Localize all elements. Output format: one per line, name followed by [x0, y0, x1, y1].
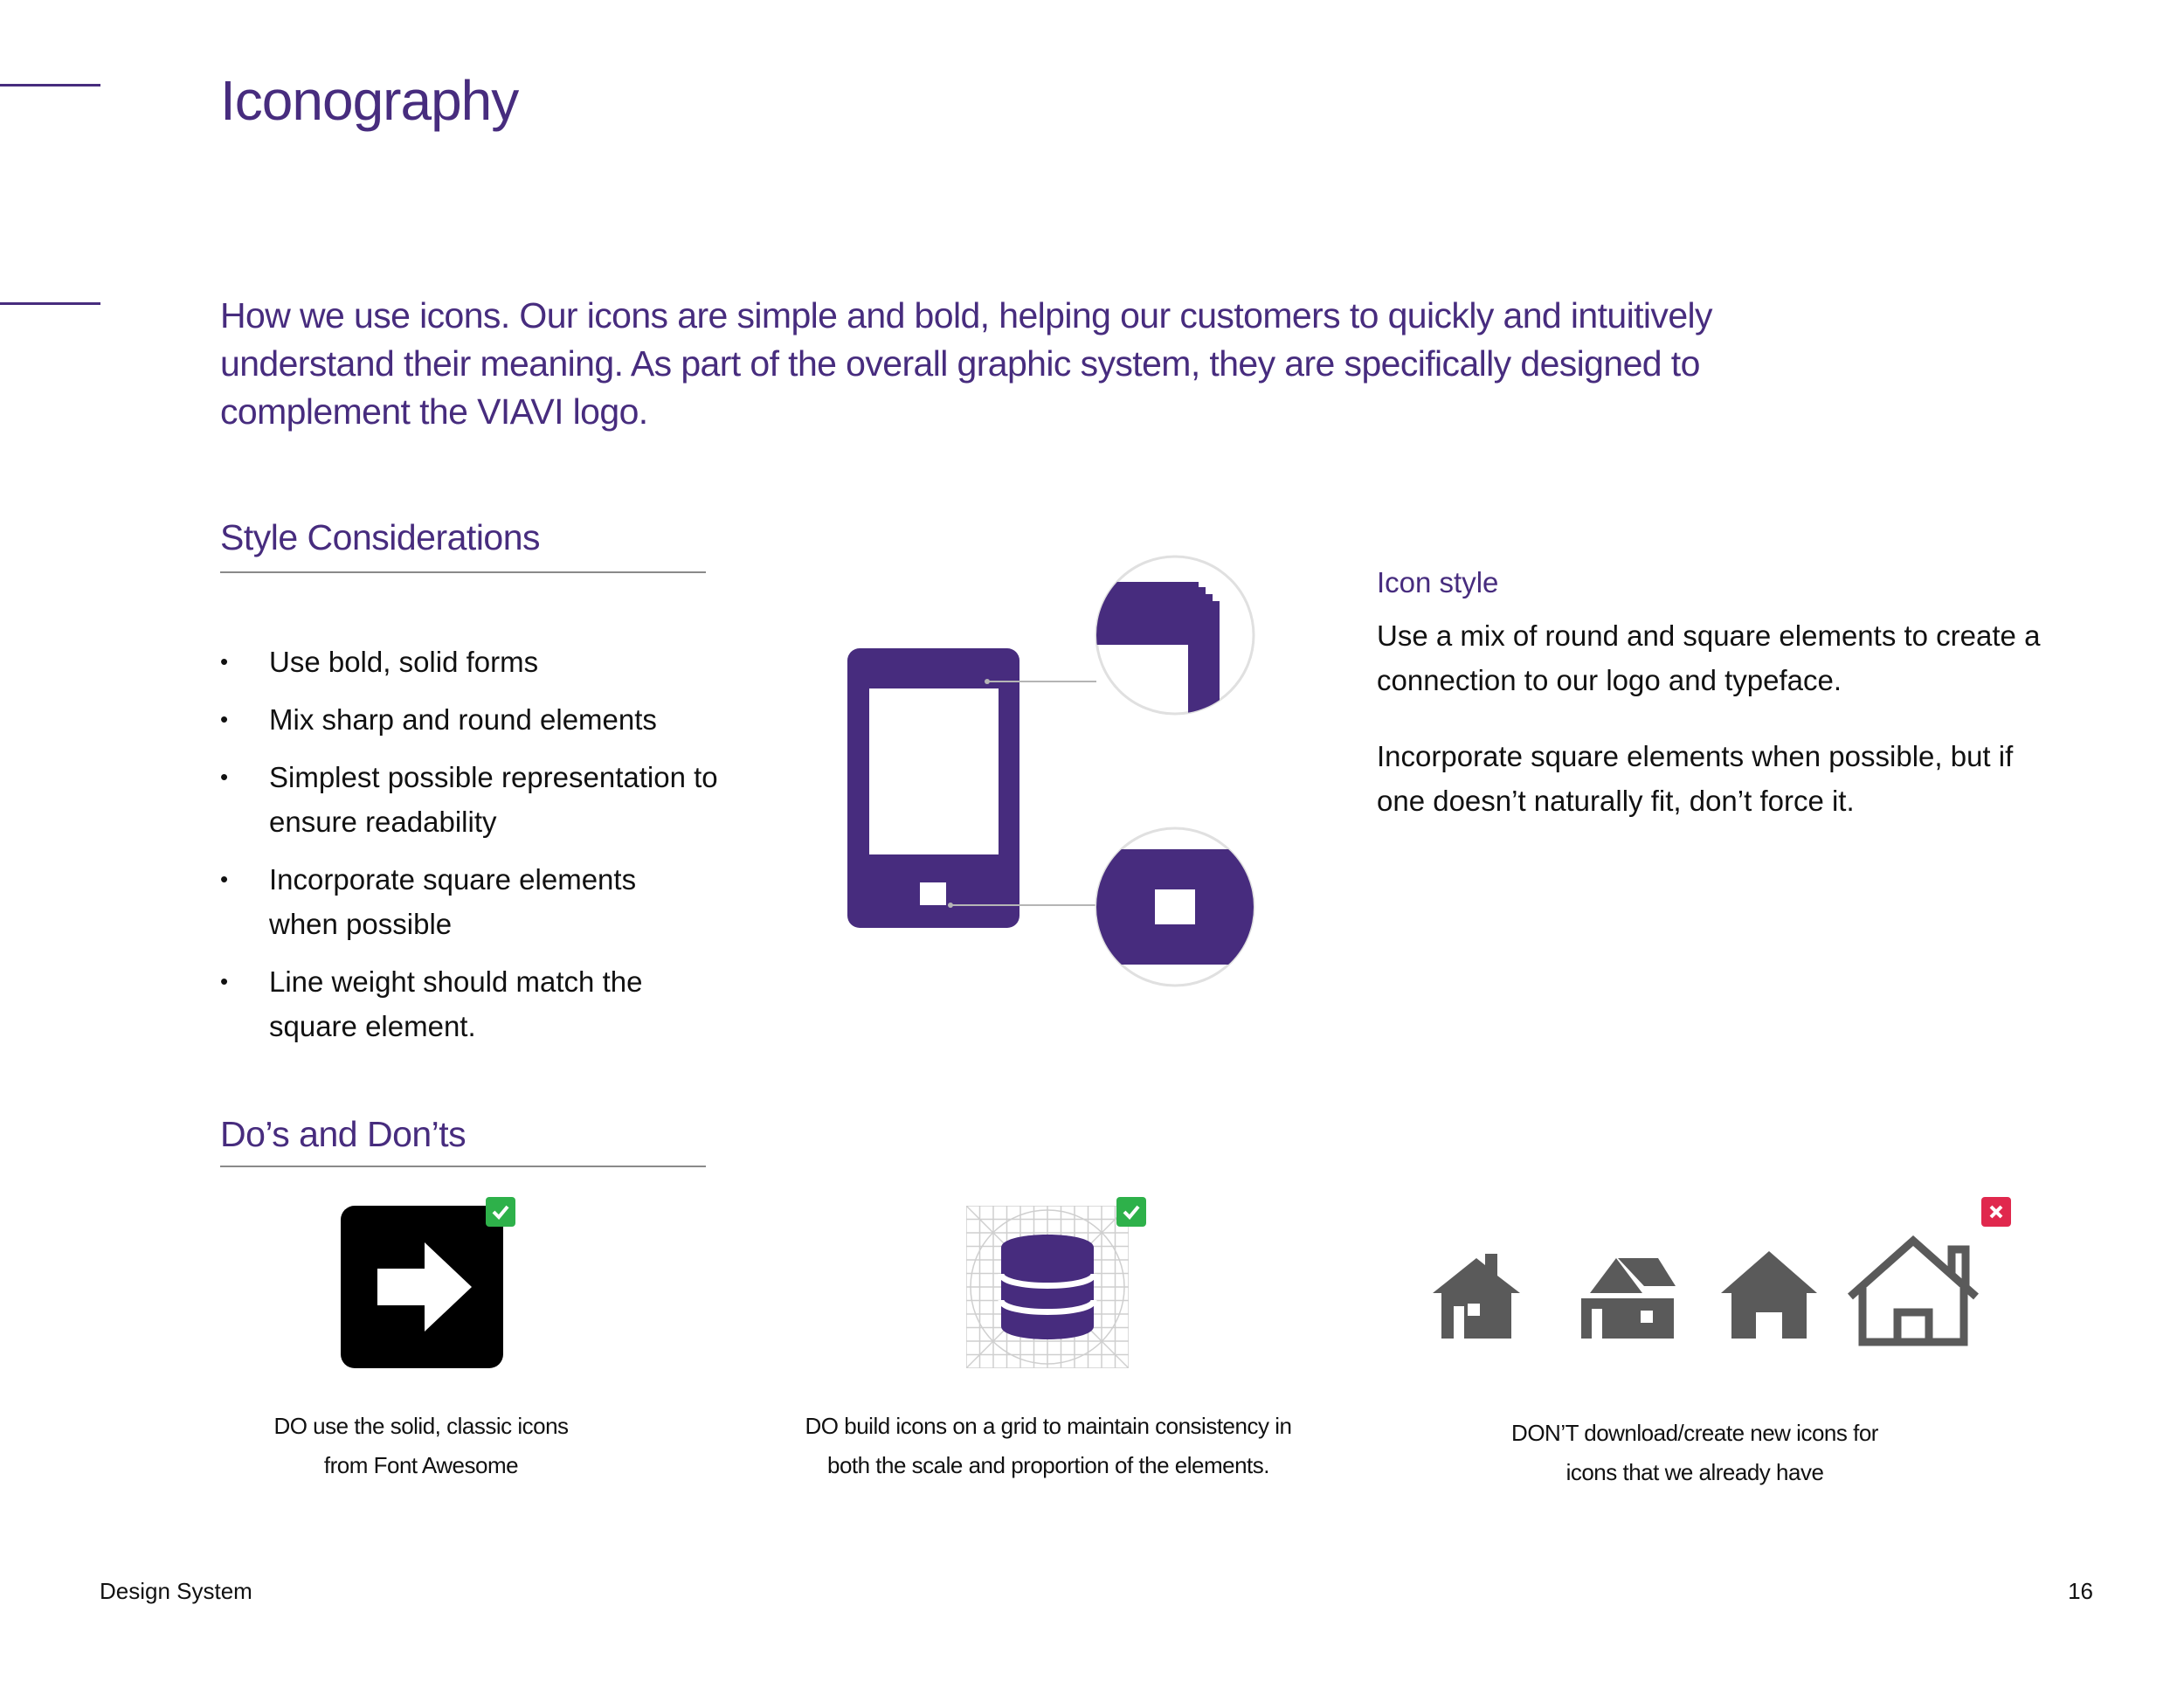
list-item: • Incorporate square elements when possible	[220, 857, 671, 946]
list-item: • Mix sharp and round elements	[220, 697, 744, 742]
style-considerations-rule	[220, 571, 706, 573]
list-item: • Simplest possible representation to ensure readability	[220, 755, 723, 844]
list-item: • Use bold, solid forms	[220, 640, 744, 684]
house-icon	[1721, 1251, 1817, 1339]
house-icon	[1433, 1254, 1520, 1339]
caption-line: DON’T download/create new icons for	[1511, 1420, 1878, 1446]
do-check-badge	[1116, 1197, 1146, 1227]
caption-line: DO use the solid, classic icons	[273, 1413, 569, 1439]
house-icon	[1850, 1241, 1976, 1342]
icon-style-paragraph-1: Use a mix of round and square elements to create a connection to our logo and typeface.	[1377, 619, 2041, 696]
intro-paragraph: How we use icons. Our icons are simple and bold, helping our customers to quickly and intuitively understand their meaning. As part of the overall graphic system, they are specifically designed to complement the VIAVI logo.	[220, 295, 1712, 432]
accent-rule-top	[0, 84, 100, 86]
caption-line: both the scale and proportion of the elements.	[826, 1452, 1269, 1478]
icon-style-paragraph-2: Incorporate square elements when possible, but if one doesn’t naturally fit, don’t force it.	[1377, 740, 2014, 817]
do-check-badge	[486, 1197, 515, 1227]
page-number: 16	[2068, 1578, 2093, 1604]
mobile-phone-icon	[847, 648, 1019, 928]
do-caption-1	[203, 1407, 639, 1485]
list-item: • Line weight should match the square element.	[220, 959, 706, 1048]
footer-label: Design System	[100, 1578, 252, 1604]
page-title: Iconography	[220, 69, 519, 132]
dos-donts-heading: Do’s and Don’ts	[220, 1114, 467, 1154]
style-considerations-list	[220, 640, 744, 1062]
zoom-corner-detail	[1092, 557, 1254, 716]
caption-line: DO build icons on a grid to maintain consistency in	[805, 1413, 1292, 1439]
database-icon	[1001, 1235, 1094, 1339]
check-icon	[1121, 1201, 1142, 1222]
accent-rule-intro	[0, 302, 100, 305]
do-caption-2	[769, 1407, 1328, 1485]
style-considerations-heading: Style Considerations	[220, 517, 541, 557]
dont-x-badge	[1981, 1197, 2011, 1227]
house-icons-row	[1424, 1223, 2001, 1354]
arrow-right-icon	[341, 1206, 503, 1368]
x-icon	[1987, 1202, 2006, 1221]
dos-donts-rule	[220, 1166, 706, 1167]
phone-illustration	[839, 542, 1258, 987]
caption-line: icons that we already have	[1565, 1459, 1824, 1485]
zoom-button-detail	[1092, 828, 1258, 986]
check-icon	[490, 1201, 511, 1222]
house-icon	[1581, 1258, 1676, 1339]
icon-style-heading: Icon style	[1377, 566, 1499, 598]
dont-caption	[1433, 1414, 1957, 1492]
database-grid-icon	[966, 1206, 1129, 1368]
caption-line: from Font Awesome	[323, 1452, 519, 1478]
